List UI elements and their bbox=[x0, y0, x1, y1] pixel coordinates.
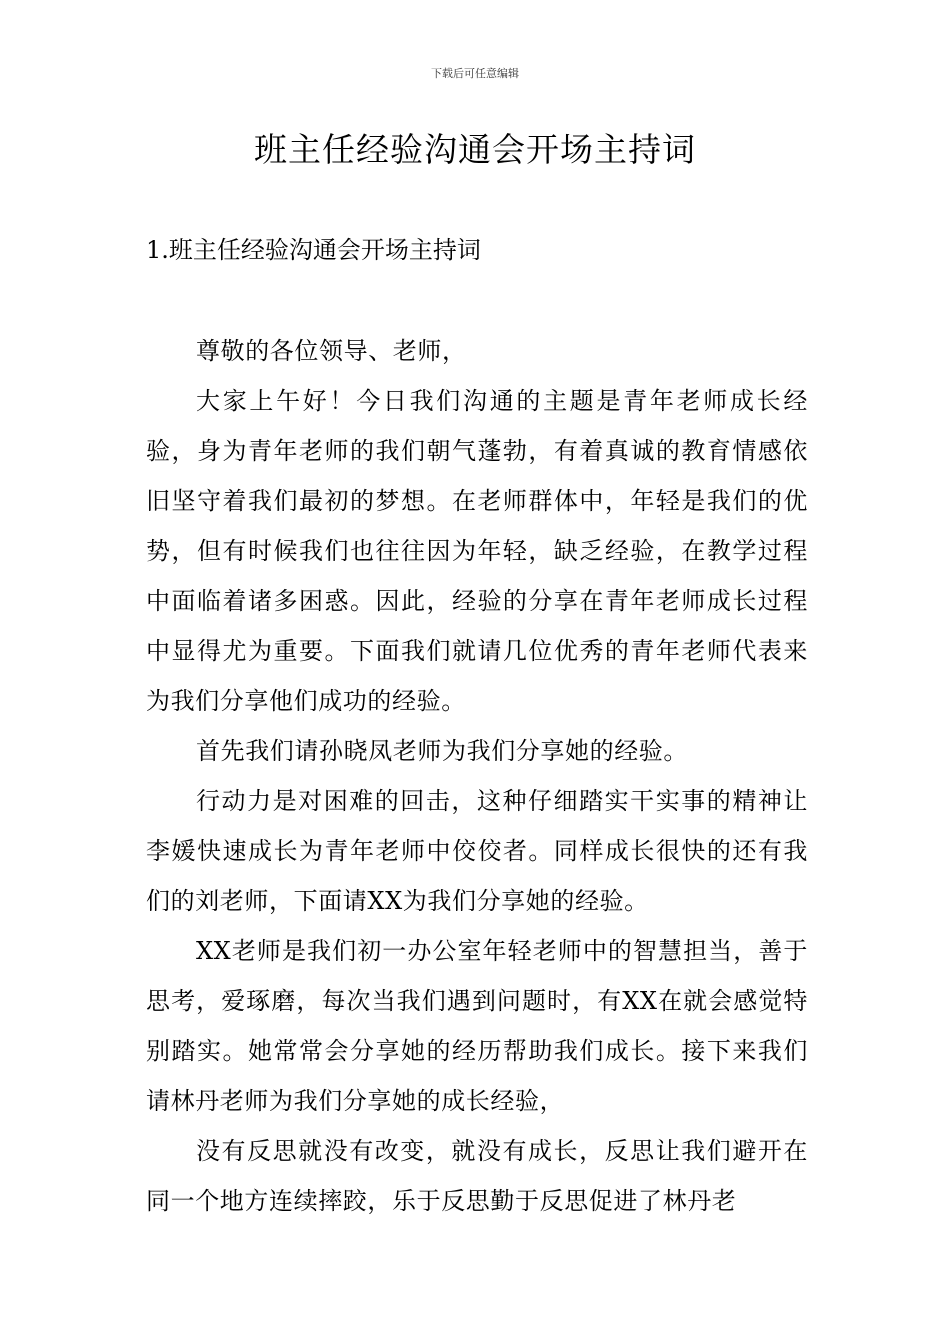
header-note: 下载后可任意编辑 bbox=[431, 67, 519, 80]
paragraph-reflection: 没有反思就没有改变，就没有成长，反思让我们避开在同一个地方连续摔跤，乐于反思勤于反思促进了林丹老 bbox=[146, 1137, 808, 1215]
paragraph-greeting: 尊敬的各位领导、老师， bbox=[196, 337, 467, 365]
section-heading: 1.班主任经验沟通会开场主持词 bbox=[146, 236, 481, 264]
paragraph-opening: 大家上午好！今日我们沟通的主题是青年老师成长经验，身为青年老师的我们朝气蓬勃，有着真诚的教育情感依旧坚守着我们最初的梦想。在老师群体中，年轻是我们的优势，但有时候我们也往往因为年轻，缺乏经验，在教学过程中面临着诸多困惑。因此，经验的分享在青年老师成长过程中显得尤为重要。下面我们就请几位优秀的青年老师代表来为我们分享他们成功的经验。 bbox=[146, 387, 808, 715]
body-text bbox=[146, 326, 808, 1226]
paragraph-second-speaker: 行动力是对困难的回击，这种仔细踏实干实事的精神让李媛快速成长为青年老师中佼佼者。同样成长很快的还有我们的刘老师，下面请XX为我们分享她的经验。 bbox=[146, 787, 808, 915]
document-title: 班主任经验沟通会开场主持词 bbox=[254, 130, 696, 169]
paragraph-first-speaker: 首先我们请孙晓凤老师为我们分享她的经验。 bbox=[196, 737, 688, 765]
paragraph-third-speaker: XX老师是我们初一办公室年轻老师中的智慧担当，善于思考，爱琢磨，每次当我们遇到问题时，有XX在就会感觉特别踏实。她常常会分享她的经历帮助我们成长。接下来我们请林丹老师为我们分享她的成长经验， bbox=[146, 937, 808, 1115]
